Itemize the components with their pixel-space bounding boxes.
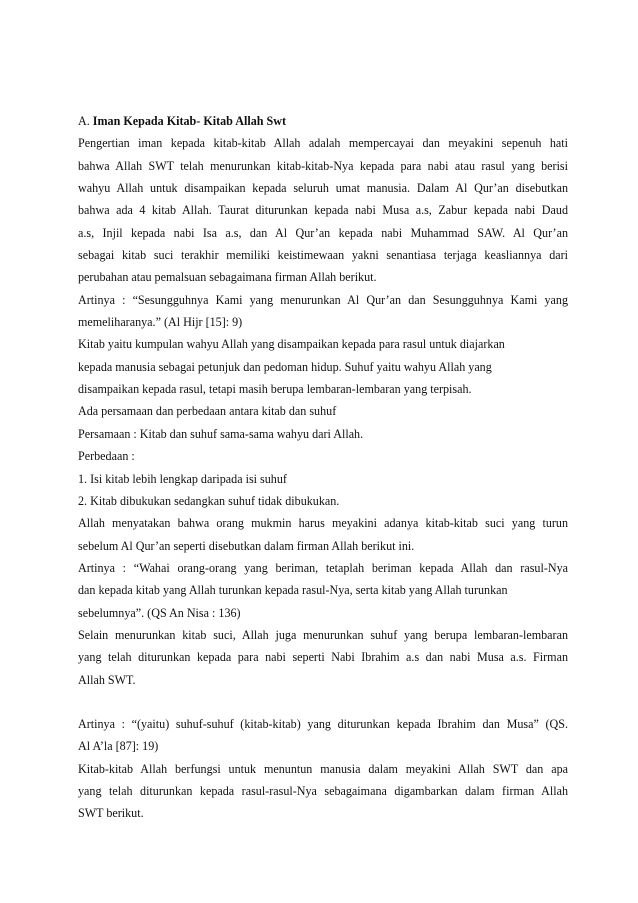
text-line: Ada persamaan dan perbedaan antara kitab dan suhuf xyxy=(78,404,337,419)
text-line: disampaikan kepada rasul, tetapi masih berupa lembaran-lembaran yang terpisah. xyxy=(78,382,472,397)
text-line: a.s, Injil kepada nabi Isa a.s, dan Al Qur’an kepada nabi Muhammad SAW. Al Qur’an xyxy=(78,225,568,240)
document-body xyxy=(78,110,568,825)
text-line: memeliharanya.” (Al Hijr [15]: 9) xyxy=(78,315,243,330)
text-line: dan kepada kitab yang Allah turunkan kepada rasul-Nya, serta kitab yang Allah turunkan xyxy=(78,583,508,598)
paragraph-lines xyxy=(78,132,568,824)
text-line: bahwa Allah SWT telah menurunkan kitab-kitab-Nya kepada para nabi atau rasul yang berisi xyxy=(78,158,568,173)
text-line: Al A’la [87]: 19) xyxy=(78,739,159,754)
text-line: Perbedaan : xyxy=(78,449,135,464)
text-line: Persamaan : Kitab dan suhuf sama-sama wahyu dari Allah. xyxy=(78,426,364,441)
text-line: Kitab yaitu kumpulan wahyu Allah yang disampaikan kepada para rasul untuk diajarkan xyxy=(78,337,505,352)
text-line: sebelumnya”. (QS An Nisa : 136) xyxy=(78,605,241,620)
text-line: sebagai kitab suci terakhir memiliki keistimewaan yakni senantiasa terjaga keasliannya dari xyxy=(78,248,568,263)
text-line: Selain menurunkan kitab suci, Allah juga menurunkan suhuf yang berupa lembaran-lembaran xyxy=(78,627,568,642)
text-line: yang telah diturunkan kepada rasul-rasul-Nya sebagaimana digambarkan dalam firman Allah xyxy=(78,783,568,798)
text-line: Kitab-kitab Allah berfungsi untuk menuntun manusia dalam meyakini Allah SWT dan apa xyxy=(78,761,568,776)
text-line: Allah menyatakan bahwa orang mukmin harus meyakini adanya kitab-kitab suci yang turun xyxy=(78,516,568,531)
blank-line xyxy=(78,691,568,713)
text-line: Artinya : “Wahai orang-orang yang beriman, tetaplah beriman kepada Allah dan rasul-Nya xyxy=(78,560,568,575)
text-line: yang telah diturunkan kepada para nabi seperti Nabi Ibrahim a.s dan nabi Musa a.s. Firman xyxy=(78,650,568,665)
text-line: perubahan atau pemalsuan sebagaimana firman Allah berikut. xyxy=(78,270,377,285)
section-heading xyxy=(78,110,568,132)
text-line: bahwa ada 4 kitab Allah. Taurat diturunkan kepada nabi Musa a.s, Zabur kepada nabi Daud xyxy=(78,203,568,218)
text-line: 1. Isi kitab lebih lengkap daripada isi suhuf xyxy=(78,471,287,486)
text-line: sebelum Al Qur’an seperti disebutkan dalam firman Allah berikut ini. xyxy=(78,538,415,553)
text-line: SWT berikut. xyxy=(78,806,144,821)
text-line: wahyu Allah untuk disampaikan kepada seluruh umat manusia. Dalam Al Qur’an disebutkan xyxy=(78,181,568,196)
text-line: Allah SWT. xyxy=(78,672,136,687)
text-line: Artinya : “(yaitu) suhuf-suhuf (kitab-kitab) yang diturunkan kepada Ibrahim dan Musa” (QS. xyxy=(78,716,568,731)
text-line: Pengertian iman kepada kitab-kitab Allah adalah mempercayai dan meyakini sepenuh hati xyxy=(78,136,568,151)
heading-number: A. xyxy=(78,114,93,128)
text-line: Artinya : “Sesungguhnya Kami yang menurunkan Al Qur’an dan Sesungguhnya Kami yang xyxy=(78,292,568,307)
text-line: kepada manusia sebagai petunjuk dan pedoman hidup. Suhuf yaitu wahyu Allah yang xyxy=(78,359,492,374)
text-line: 2. Kitab dibukukan sedangkan suhuf tidak dibukukan. xyxy=(78,493,340,508)
heading-title: Iman Kepada Kitab- Kitab Allah Swt xyxy=(92,114,286,128)
